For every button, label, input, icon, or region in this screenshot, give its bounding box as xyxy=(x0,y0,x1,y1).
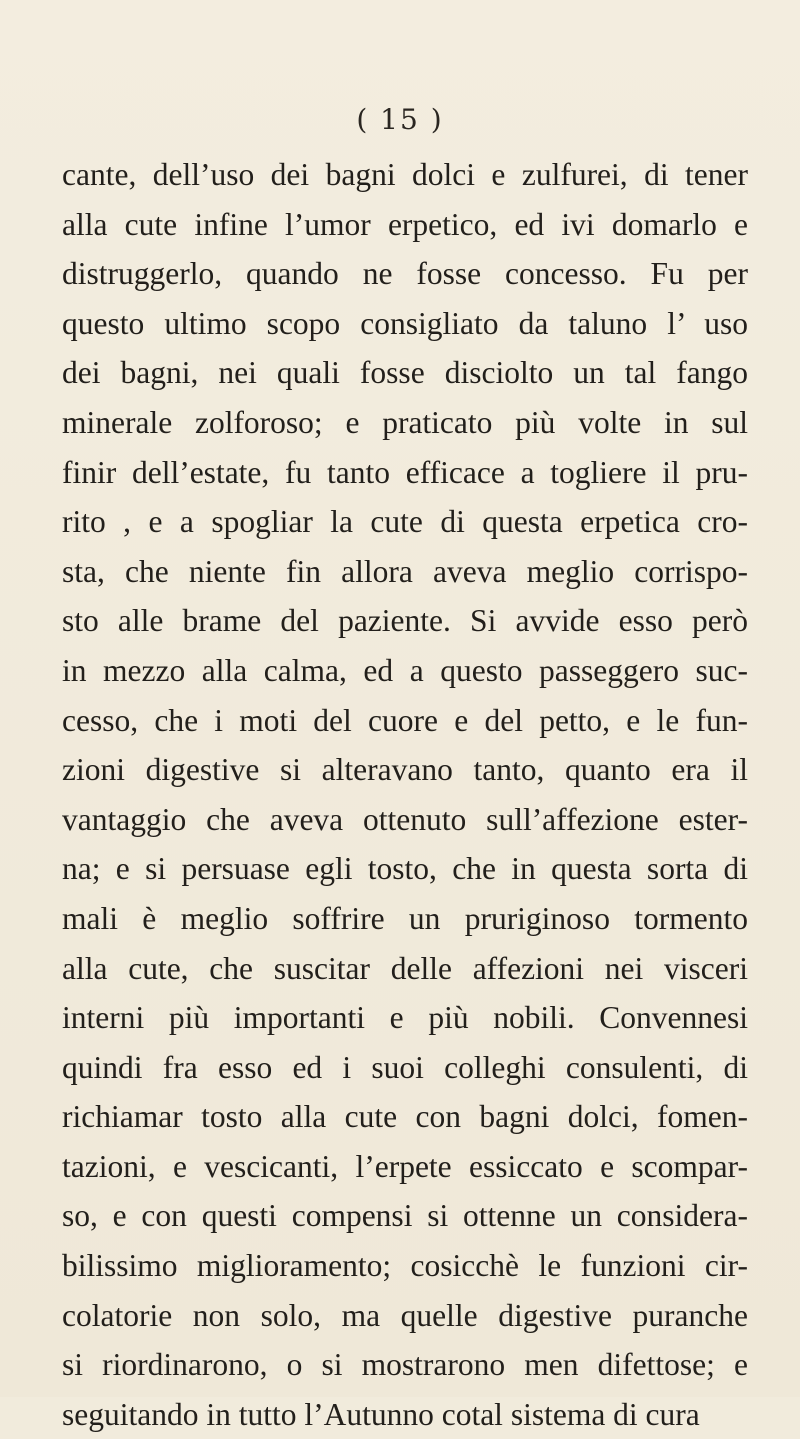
text-line: alla cute infine l’umor erpetico, ed ivi domarlo e xyxy=(62,206,748,242)
text-line: minerale zolforoso; e praticato più volte in sul xyxy=(62,404,748,440)
text-line: finir dell’estate, fu tanto efficace a togliere il pru- xyxy=(62,454,748,490)
text-line: vantaggio che aveva ottenuto sull’affezione ester- xyxy=(62,801,748,837)
text-line: tazioni, e vescicanti, l’erpete essiccato e scompar- xyxy=(62,1148,748,1184)
text-line: so, e con questi compensi si ottenne un considera- xyxy=(62,1198,748,1234)
text-line: dei bagni, nei quali fosse disciolto un tal fango xyxy=(62,355,748,391)
text-line: cante, dell’uso dei bagni dolci e zulfurei, di tener xyxy=(62,157,748,192)
text-line: quindi fra esso ed i suoi colleghi consulenti, di xyxy=(62,1049,748,1085)
text-line: richiamar tosto alla cute con bagni dolci, fomen- xyxy=(62,1099,748,1135)
text-line: si riordinarono, o si mostrarono men difettose; e xyxy=(62,1347,748,1383)
text-line: sto alle brame del paziente. Si avvide esso però xyxy=(62,603,748,639)
text-line: interni più importanti e più nobili. Convennesi xyxy=(62,1000,748,1036)
text-line: questo ultimo scopo consigliato da taluno l’ uso xyxy=(62,305,748,341)
text-line: seguitando in tutto l’Autunno cotal sistema di cura xyxy=(62,1396,700,1432)
page-number: ( 15 ) xyxy=(356,103,444,136)
text-line: mali è meglio soffrire un pruriginoso tormento xyxy=(62,900,748,936)
text-line: sta, che niente fin allora aveva meglio corrispo- xyxy=(62,553,748,589)
text-line: rito , e a spogliar la cute di questa erpetica cro- xyxy=(62,504,748,540)
text-line: cesso, che i moti del cuore e del petto, e le fun- xyxy=(62,702,748,738)
text-line: zioni digestive si alteravano tanto, quanto era il xyxy=(62,752,748,788)
text-line: na; e si persuase egli tosto, che in questa sorta di xyxy=(62,851,748,887)
text-line: alla cute, che suscitar delle affezioni nei visceri xyxy=(62,950,748,986)
body-text xyxy=(62,150,748,1439)
text-line: colatorie non solo, ma quelle digestive puranche xyxy=(62,1297,748,1333)
text-line: bilissimo miglioramento; cosicchè le funzioni cir- xyxy=(62,1248,748,1284)
text-line: in mezzo alla calma, ed a questo passeggero suc- xyxy=(62,652,748,688)
text-line: distruggerlo, quando ne fosse concesso. Fu per xyxy=(62,256,748,292)
